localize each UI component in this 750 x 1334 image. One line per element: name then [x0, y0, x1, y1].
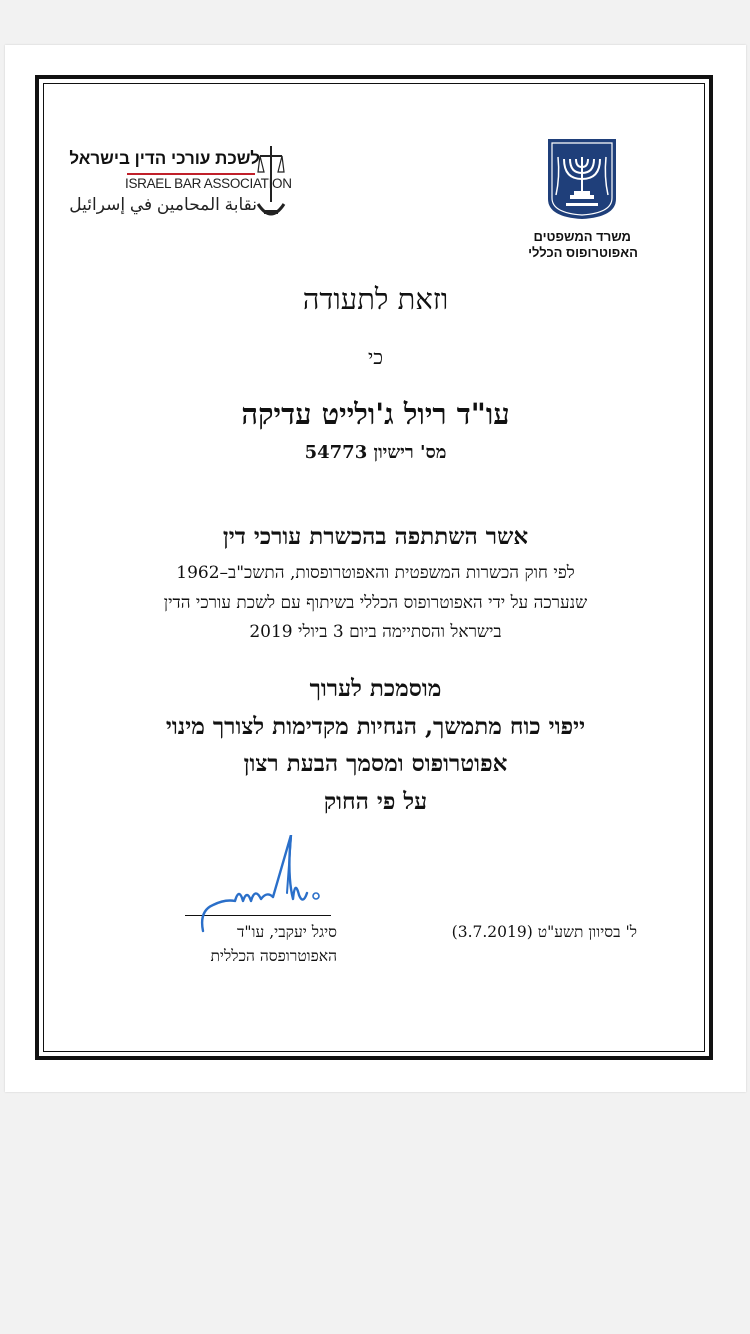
signer-title: האפוטרופסה הכללית: [210, 947, 337, 965]
state-emblem-icon: [546, 137, 618, 221]
bar-association-hebrew: לשכת עורכי הדין בישראל: [69, 149, 260, 168]
certificate-title: וזאת לתעודה: [302, 282, 449, 316]
authorization-line-1: מוסמכת לערוך: [309, 675, 442, 702]
authorization-line-4: על פי החוק: [323, 788, 428, 815]
certificate-ki: כי: [367, 345, 384, 369]
bar-association-divider: [127, 173, 255, 175]
ministry-name: משרד המשפטים: [533, 229, 631, 244]
ministry-department: האפוטרופוס הכללי: [528, 245, 638, 260]
joint-organizers: שנערכה על ידי האפוטרופוס הכללי בשיתוף עם לשכת עורכי הדין: [163, 593, 588, 613]
license-number: מס' רישיון 54773: [304, 442, 447, 463]
recipient-name: עו"ד ריול ג'ולייט עדיקה: [241, 397, 510, 431]
bar-association-english: ISRAEL BAR ASSOCIATION: [125, 176, 292, 191]
law-reference: לפי חוק הכשרות המשפטית והאפוטרופסות, התשכ"ב–1962: [176, 563, 575, 583]
scales-of-justice-icon: [256, 142, 286, 224]
participation-headline: אשר השתתפה בהכשרת עורכי דין: [222, 523, 529, 550]
authorization-line-2: ייפוי כוח מתמשך, הנחיות מקדימות לצורך מינוי: [165, 713, 586, 740]
signer-name: סיגל יעקבי, עו"ד: [236, 923, 337, 941]
issue-date: ל' בסיוון תשע"ט (3.7.2019): [451, 923, 637, 941]
authorization-line-3: אפוטרופוס ומסמך הבעת רצון: [243, 750, 508, 777]
certificate-page: [5, 45, 746, 1092]
bar-association-arabic: نقابة المحامين في إسرائيل: [69, 195, 257, 214]
completion-date-line: בישראל והסתיימה ביום 3 ביולי 2019: [249, 622, 502, 642]
